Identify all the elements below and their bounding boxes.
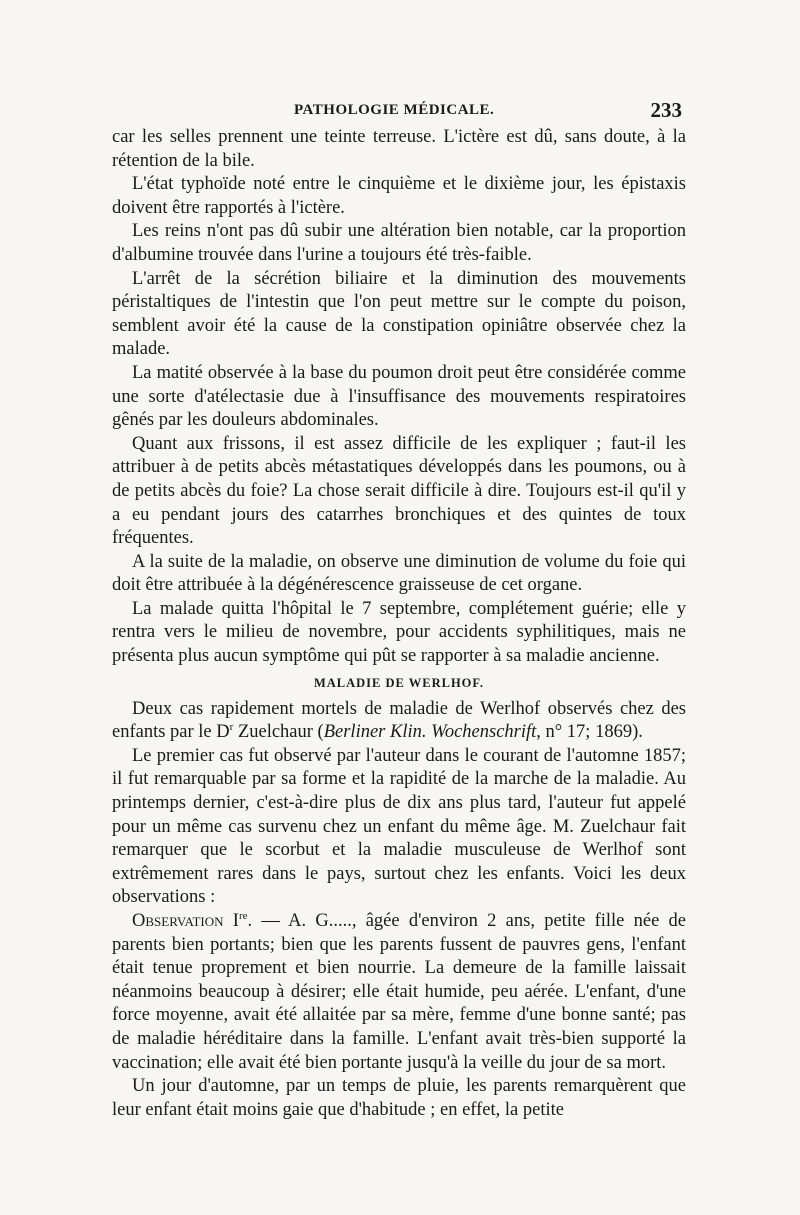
paragraph: Quant aux frissons, il est assez difficile de les expliquer ; faut-il les attribuer à de petits abcès métastatiques développés dans les poumons, ou à de petits abcès du foie? La chose serait difficile à dire. Toujours est-il qu'il y a eu pendant jours des catarrhes bronchiques et des quintes de toux fréquentes. [112, 433, 686, 549]
paragraph: La malade quitta l'hôpital le 7 septembre, complétement guérie; elle y rentra vers le milieu de novembre, pour accidents syphilitiques, mais ne présenta plus aucun symptôme qui pût se rapporter à sa maladie ancienne. [112, 598, 686, 667]
paragraph: Un jour d'automne, par un temps de pluie, les parents remarquèrent que leur enfant était moins gaie que d'habitude ; en effet, la petite [112, 1076, 686, 1120]
paragraph: Le premier cas fut observé par l'auteur dans le courant de l'automne 1857; il fut remarquable par sa forme et la rapidité de la marche de la maladie. Au printemps dernier, c'est-à-dire plus de dix ans plus tard, l'auteur fut appelé pour un même cas survenu chez un enfant du même âge. M. Zuelchaur fait remarquer que le scorbut et la maladie musculeuse de Werlhof sont extrêmement rares dans le pays, surtout chez les enfants. Voici les deux observations : [112, 745, 686, 908]
intro-superscript: r [229, 721, 234, 734]
paragraph: car les selles prennent une teinte terreuse. L'ictère est dû, sans doute, à la rétention de la bile. [112, 127, 686, 171]
observation-paragraph [112, 910, 686, 1075]
intro-text: Deux cas rapidement mortels de maladie de Werlhof observés chez des enfants par le D [112, 698, 686, 743]
paragraph: A la suite de la maladie, on observe une diminution de volume du foie qui doit être attribuée à la dégénérescence graisseuse de cet organe. [112, 551, 686, 596]
paragraph: L'arrêt de la sécrétion biliaire et la diminution des mouvements péristaltiques de l'intestin que l'on peut mettre sur le compte du poison, semblent avoir été la cause de la constipation opiniâtre observée chez la malade. [112, 268, 686, 360]
section-heading: MALADIE DE WERLHOF. [313, 675, 485, 690]
paragraph: Les reins n'ont pas dû subir une altération bien notable, car la proportion d'albumine trouvée dans l'urine a toujours été très-faible. [112, 221, 686, 265]
observation-text: . — A. G....., âgée d'environ 2 ans, petite fille née de parents bien portants; bien que les parents fussent de pauvres gens, l'enfant était tenue proprement et bien nourrie. La demeure de la famille laissait néanmoins beaucoup à désirer; elle était humide, peu aérée. L'enfant, d'une force moyenne, avait été allaitée par sa mère, femme d'une bonne santé; pas de maladie héréditaire dans la famille. L'enfant avait très-bien supporté la vaccination; elle avait été bien portante jusqu'à la veille du jour de sa mort. [112, 911, 686, 1073]
paragraph: L'état typhoïde noté entre le cinquième et le dixième jour, les épistaxis doivent être rapportés à l'ictère. [112, 174, 686, 218]
observation-superscript: re [238, 909, 248, 922]
werlhof-intro [112, 698, 686, 745]
paragraph: La matité observée à la base du poumon droit peut être considérée comme une sorte d'atélectasie due à l'insuffisance des mouvements respiratoires gênés par les douleurs abdominales. [112, 362, 686, 431]
page-number: 233 [650, 98, 682, 122]
running-title: PATHOLOGIE MÉDICALE. [294, 102, 495, 118]
intro-citation-end: , n° 17; 1869). [536, 722, 643, 743]
journal-title: Berliner Klin. Wochenschrift [323, 722, 537, 743]
intro-author: Zuelchaur ( [233, 722, 324, 743]
page-header [112, 98, 682, 126]
observation-label: Observation I [132, 911, 239, 931]
body-text [112, 126, 686, 1122]
